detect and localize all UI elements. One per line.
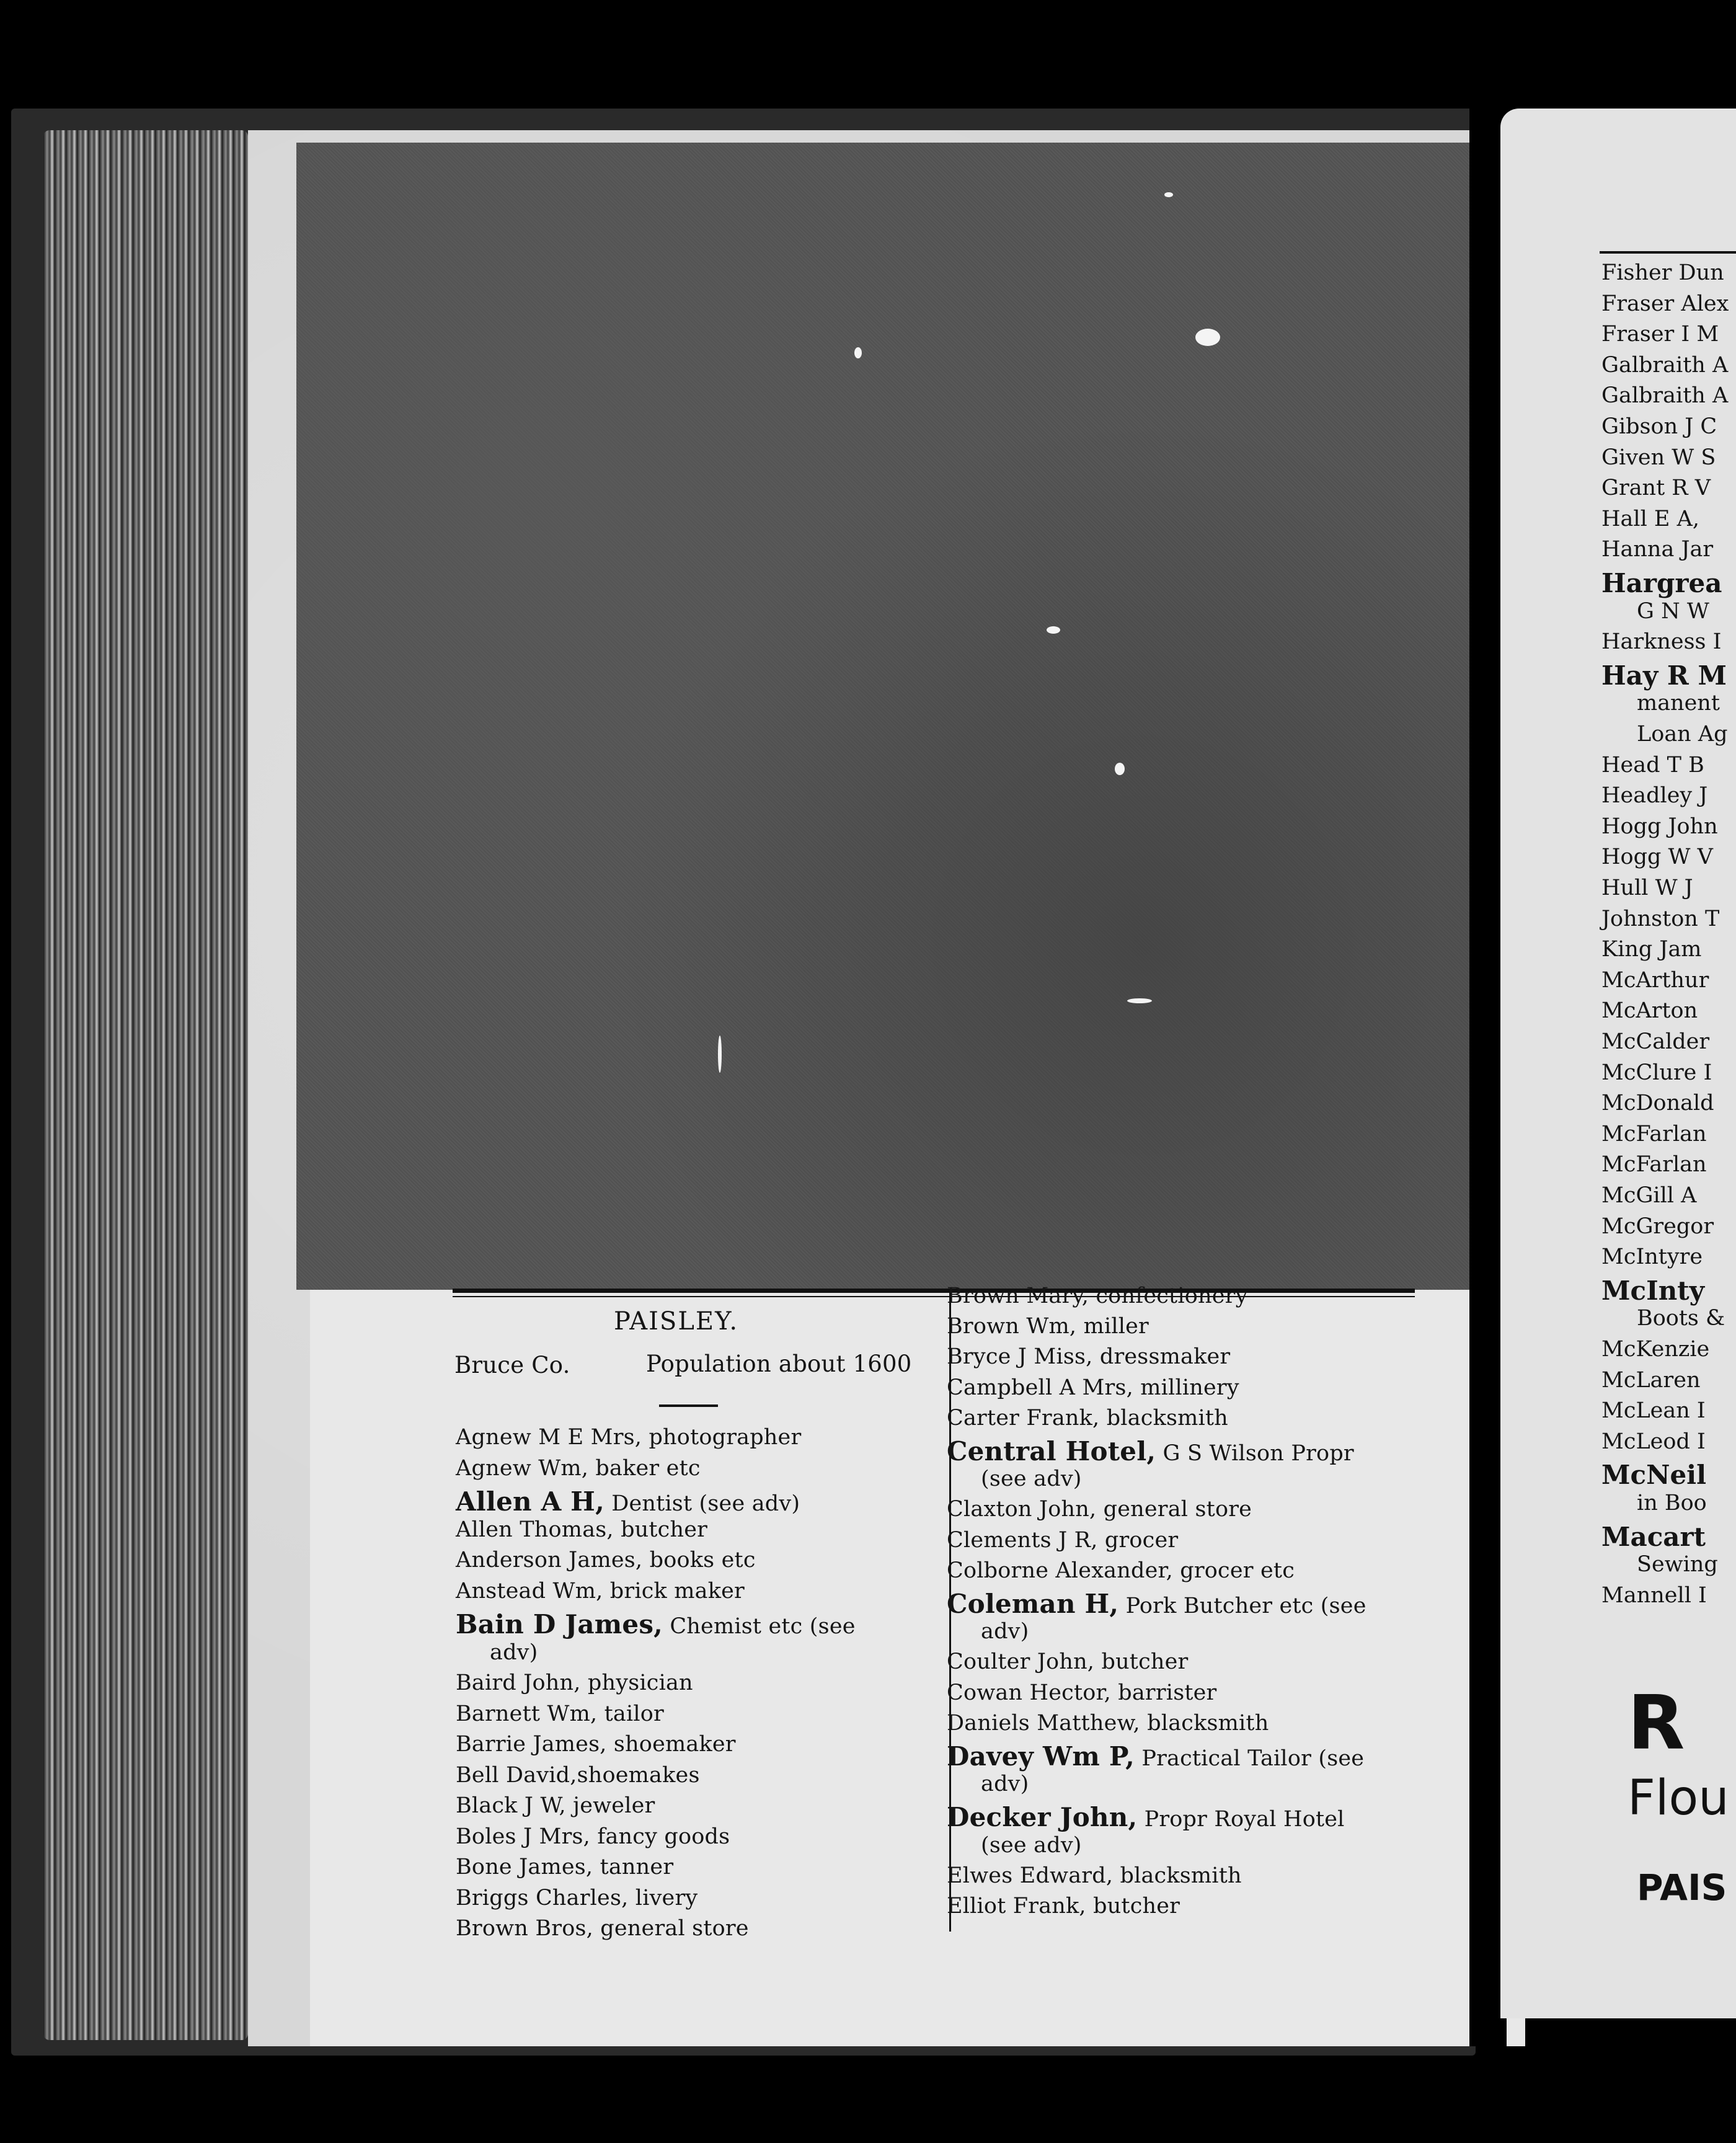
listing-name: Bone James, xyxy=(456,1855,593,1879)
listing-name: Campbell A Mrs, xyxy=(947,1375,1133,1400)
speck xyxy=(1115,763,1125,775)
listing-detail: butcher xyxy=(613,1517,708,1542)
listing-entry xyxy=(947,1711,1269,1736)
listing-entry xyxy=(947,1741,1364,1772)
advert-town: PAIS xyxy=(1637,1866,1727,1909)
facing-listing-entry: Johnston T xyxy=(1601,906,1720,931)
listing-detail: G S Wilson Propr xyxy=(1156,1441,1354,1466)
listing-name: Barnett Wm, xyxy=(456,1701,598,1726)
facing-listing-entry: Macart xyxy=(1601,1521,1706,1552)
listing-detail: adv) xyxy=(490,1639,538,1665)
listing-entry xyxy=(456,1793,655,1818)
population-label: Population about 1600 xyxy=(646,1351,912,1377)
facing-listing-entry: McGill A xyxy=(1601,1183,1697,1208)
speck xyxy=(1164,192,1173,197)
listing-detail: general store xyxy=(593,1916,749,1941)
speck xyxy=(1127,998,1152,1003)
heading-rule-thin xyxy=(453,1296,1415,1297)
listing-detail: millinery xyxy=(1133,1375,1239,1400)
listing-detail: brick maker xyxy=(603,1578,745,1604)
listing-name: Bryce J Miss, xyxy=(947,1344,1093,1370)
listing-entry xyxy=(947,1406,1228,1431)
listing-detail: Propr Royal Hotel xyxy=(1137,1807,1345,1832)
listing-name: Colborne Alexander, xyxy=(947,1558,1173,1583)
listing-name: Cowan Hector, xyxy=(947,1680,1111,1705)
listing-name: Anstead Wm, xyxy=(456,1578,603,1604)
listing-entry xyxy=(456,1702,664,1726)
listing-entry xyxy=(947,1589,1366,1619)
listing-continuation xyxy=(490,1640,538,1665)
facing-listing-entry: Fraser Alex xyxy=(1601,291,1729,316)
listing-name: Decker John, xyxy=(947,1802,1138,1833)
listing-name: Elliot Frank, xyxy=(947,1894,1086,1919)
speck xyxy=(854,347,862,358)
facing-listing-entry: Harkness I xyxy=(1601,629,1722,655)
listing-entry xyxy=(456,1486,800,1517)
listing-entry xyxy=(947,1528,1178,1553)
listing-detail: confectionery xyxy=(1089,1284,1248,1308)
listing-name: Boles J Mrs, xyxy=(456,1824,590,1849)
listing-entry xyxy=(456,1670,693,1695)
facing-listing-entry: Loan Ag xyxy=(1637,722,1728,747)
listing-detail: adv) xyxy=(981,1772,1029,1797)
listing-name: Brown Bros, xyxy=(456,1916,593,1941)
listing-name: Bain D James, xyxy=(456,1609,663,1639)
listing-detail: shoemakes xyxy=(577,1762,700,1788)
listing-detail: Chemist etc (see xyxy=(663,1614,856,1639)
listing-detail: butcher xyxy=(1086,1894,1180,1919)
listing-detail: Practical Tailor (see xyxy=(1135,1746,1365,1771)
listing-entry xyxy=(947,1497,1252,1522)
listing-entry xyxy=(947,1436,1354,1466)
listing-entry xyxy=(947,1314,1149,1339)
facing-listing-entry: Gibson J C xyxy=(1601,414,1717,439)
advert-headline: R xyxy=(1628,1680,1689,1767)
facing-listing-entry: in Boo xyxy=(1637,1491,1707,1515)
listing-entry xyxy=(947,1894,1180,1919)
listing-detail: (see adv) xyxy=(981,1832,1082,1858)
listing-name: Agnew Wm, xyxy=(456,1455,589,1481)
listing-detail: adv) xyxy=(981,1619,1029,1644)
listing-entry xyxy=(456,1732,736,1757)
page-edges xyxy=(43,130,248,2040)
facing-listing-entry: Headley J xyxy=(1601,783,1708,809)
listing-name: Brown Mary, xyxy=(947,1284,1089,1308)
listing-entry xyxy=(456,1886,698,1910)
listing-name: Brown Wm, xyxy=(947,1314,1077,1339)
facing-listing-entry: Hay R M xyxy=(1601,660,1727,691)
facing-listing-entry: McIntyre xyxy=(1601,1245,1703,1270)
blank-plate xyxy=(296,143,1505,1290)
listing-entry xyxy=(947,1680,1216,1705)
listing-name: Claxton John, xyxy=(947,1497,1097,1522)
listing-detail: livery xyxy=(628,1885,698,1910)
listing-entry xyxy=(456,1855,673,1879)
facing-listing-entry: McDonald xyxy=(1601,1091,1714,1116)
facing-listing-entry: McCalder xyxy=(1601,1029,1710,1054)
listing-name: Black J W, xyxy=(456,1793,566,1818)
facing-listing-entry: Head T B xyxy=(1601,752,1704,778)
facing-listing-entry: McArthur xyxy=(1601,967,1709,993)
facing-listing-entry: McKenzie xyxy=(1601,1337,1710,1362)
listing-detail: blacksmith xyxy=(1113,1863,1242,1888)
listing-detail: dressmaker xyxy=(1092,1344,1231,1370)
facing-listing-entry: Galbraith A xyxy=(1601,383,1729,409)
listing-name: Clements J R, xyxy=(947,1527,1098,1553)
listing-detail: grocer etc xyxy=(1172,1558,1295,1583)
listing-name: Briggs Charles, xyxy=(456,1885,629,1910)
heading-rule xyxy=(453,1289,1415,1293)
listing-detail: jeweler xyxy=(565,1793,655,1818)
listing-entry xyxy=(456,1579,745,1604)
listing-detail: baker etc xyxy=(588,1455,701,1481)
listing-entry xyxy=(947,1344,1230,1369)
facing-listing-entry: McLeod I xyxy=(1601,1429,1706,1454)
listing-detail: photographer xyxy=(642,1425,802,1450)
listing-name: Anderson James, xyxy=(456,1548,643,1573)
listing-detail: barrister xyxy=(1110,1680,1217,1705)
facing-listing-entry: McArton xyxy=(1601,998,1698,1024)
listing-detail: tailor xyxy=(597,1701,664,1726)
facing-listing-entry: McInty xyxy=(1601,1275,1705,1306)
listing-name: Barrie James, xyxy=(456,1732,607,1757)
section-rule xyxy=(659,1404,718,1407)
facing-listing-entry: McLean I xyxy=(1601,1398,1706,1424)
listing-entry xyxy=(947,1863,1242,1888)
facing-listing-entry: McNeil xyxy=(1601,1460,1707,1491)
facing-listing-entry: manent xyxy=(1637,691,1720,716)
listing-entry xyxy=(947,1558,1295,1583)
listing-detail: miller xyxy=(1076,1314,1149,1339)
listing-detail: physician xyxy=(580,1670,693,1695)
listing-detail: blacksmith xyxy=(1099,1405,1228,1431)
listing-entry xyxy=(947,1375,1239,1400)
listing-name: Davey Wm P, xyxy=(947,1741,1135,1772)
listing-entry xyxy=(456,1609,856,1639)
facing-listing-entry: Hanna Jar xyxy=(1601,537,1714,562)
listing-continuation xyxy=(981,1466,1082,1491)
facing-listing-entry: Fisher Dun xyxy=(1601,260,1724,285)
listing-name: Daniels Matthew, xyxy=(947,1710,1140,1736)
facing-listing-entry: Mannell I xyxy=(1601,1582,1707,1608)
facing-listing-entry: Sewing xyxy=(1637,1552,1718,1577)
listing-entry xyxy=(456,1517,707,1542)
listing-continuation xyxy=(981,1833,1082,1858)
facing-listing-entry: Hargrea xyxy=(1601,568,1722,598)
listing-name: Elwes Edward, xyxy=(947,1863,1114,1888)
listing-entry xyxy=(456,1425,801,1450)
facing-listing-entry: McLaren xyxy=(1601,1367,1701,1393)
facing-listing-entry: McFarlan xyxy=(1601,1121,1707,1147)
facing-listing-entry: Grant R V xyxy=(1601,476,1711,501)
advert-subline: Flou xyxy=(1628,1770,1729,1826)
listing-entry xyxy=(456,1916,749,1941)
listing-name: Allen A H, xyxy=(456,1486,604,1517)
facing-listing-entry: McFarlan xyxy=(1601,1152,1707,1178)
facing-listing-entry: Given W S xyxy=(1601,445,1716,470)
speck xyxy=(1195,329,1220,346)
listing-name: Agnew M E Mrs, xyxy=(456,1425,642,1450)
listing-entry xyxy=(456,1763,700,1788)
facing-listing-entry: McGregor xyxy=(1601,1213,1714,1239)
facing-listing-entry: Fraser I M xyxy=(1601,322,1719,347)
speck xyxy=(1047,626,1060,634)
listing-detail: fancy goods xyxy=(590,1824,730,1849)
speck xyxy=(718,1036,722,1073)
county-label: Bruce Co. xyxy=(454,1352,570,1378)
listing-name: Central Hotel, xyxy=(947,1436,1156,1466)
listing-entry xyxy=(947,1802,1345,1832)
listing-name: Coleman H, xyxy=(947,1589,1119,1619)
facing-listing-entry: Hogg W V xyxy=(1601,845,1713,870)
listing-name: Coulter John, xyxy=(947,1649,1095,1675)
listing-detail: tanner xyxy=(593,1855,674,1879)
town-heading: PAISLEY. xyxy=(614,1307,739,1336)
facing-listing-entry: Boots & xyxy=(1637,1306,1725,1331)
facing-listing-entry: McClure I xyxy=(1601,1060,1712,1085)
listing-entry xyxy=(456,1456,701,1481)
facing-listing-entry: G N W xyxy=(1637,598,1709,624)
listing-name: Allen Thomas, xyxy=(456,1517,614,1542)
listing-continuation xyxy=(981,1772,1029,1796)
listing-name: Baird John, xyxy=(456,1670,581,1695)
facing-listing-entry: Hogg John xyxy=(1601,814,1718,839)
listing-name: Carter Frank, xyxy=(947,1405,1100,1431)
listing-detail: Dentist (see adv) xyxy=(604,1491,800,1516)
listing-entry xyxy=(947,1649,1188,1674)
listing-detail: general store xyxy=(1096,1497,1252,1522)
listing-detail: blacksmith xyxy=(1140,1710,1269,1736)
listing-detail: shoemaker xyxy=(606,1732,736,1757)
listing-entry xyxy=(456,1824,730,1849)
listing-entry xyxy=(456,1548,756,1573)
facing-listing-entry: Hall E A, xyxy=(1601,506,1699,531)
facing-listing-entry: Hull W J xyxy=(1601,876,1693,900)
listing-detail: grocer xyxy=(1097,1527,1179,1553)
listing-detail: butcher xyxy=(1094,1649,1189,1675)
facing-listing-entry: King Jam xyxy=(1601,937,1702,962)
listing-continuation xyxy=(981,1619,1029,1644)
top-rule xyxy=(1600,251,1736,254)
listing-detail: Pork Butcher etc (see xyxy=(1118,1594,1366,1618)
facing-listing-entry: Galbraith A xyxy=(1601,352,1729,378)
listing-detail: (see adv) xyxy=(981,1466,1082,1492)
listing-detail: books etc xyxy=(642,1548,756,1573)
listing-name: Bell David, xyxy=(456,1762,577,1788)
listing-entry xyxy=(947,1284,1248,1308)
